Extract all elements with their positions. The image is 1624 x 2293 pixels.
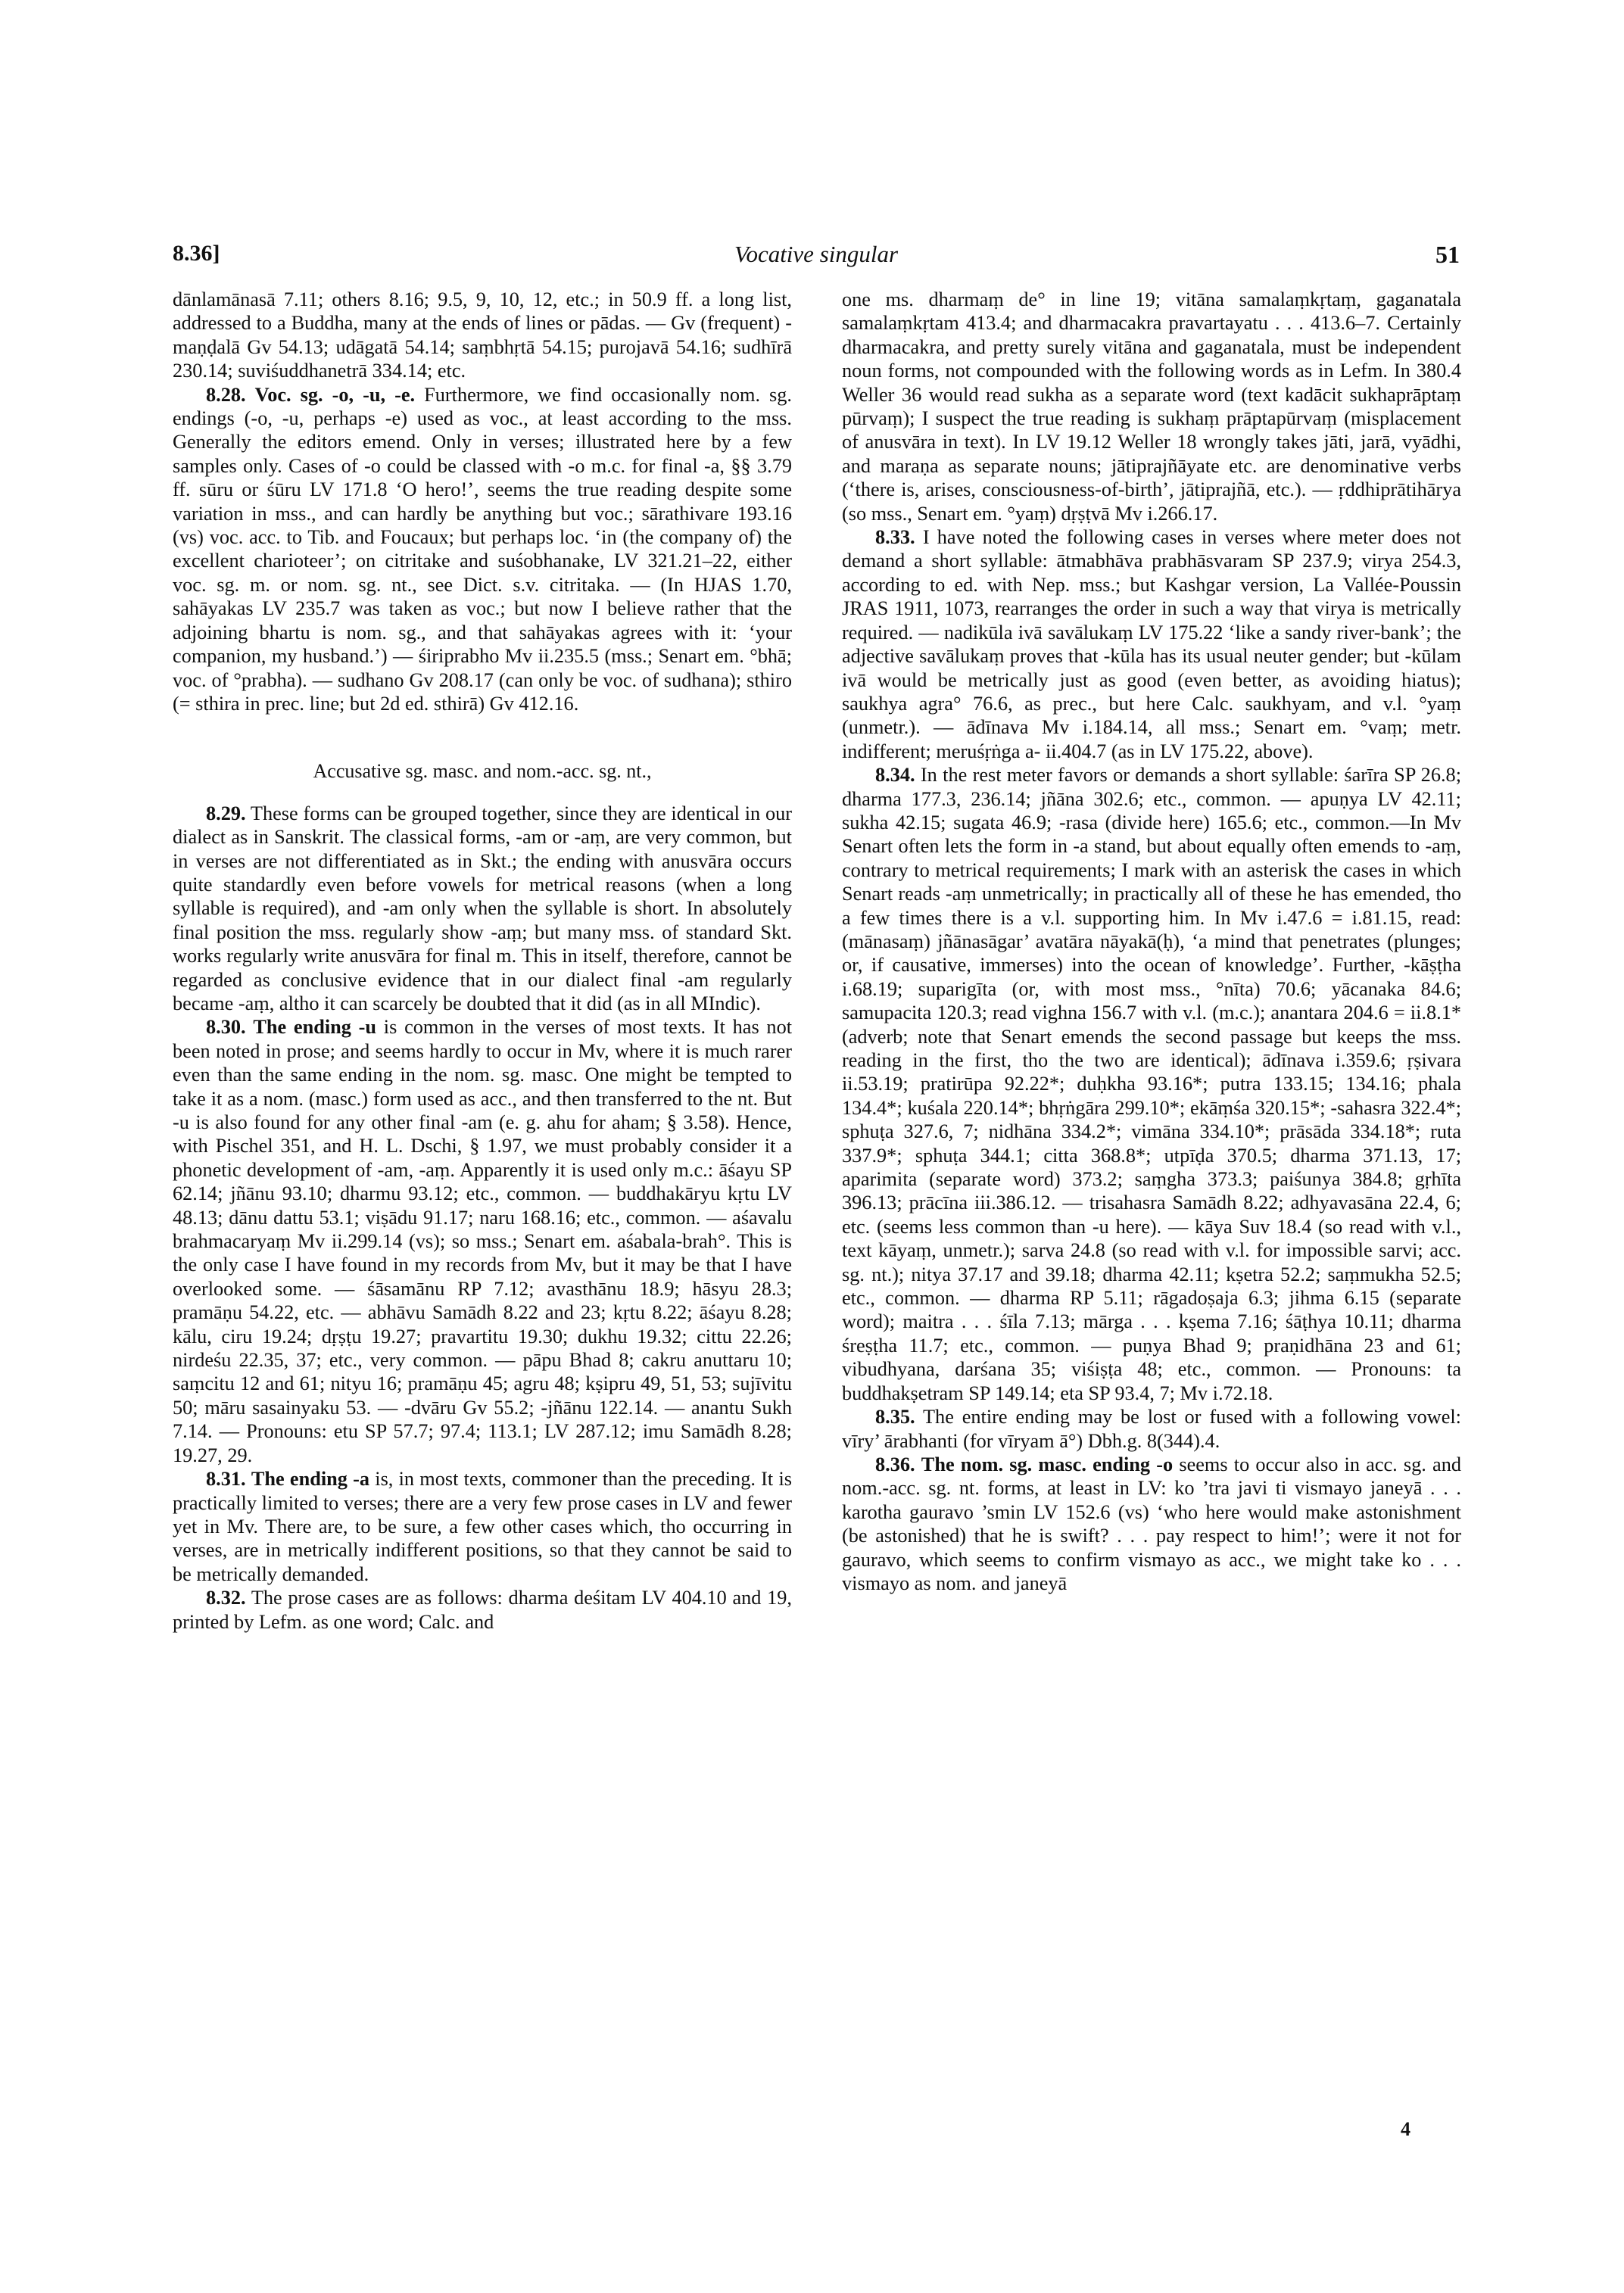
section-text: Furthermore, we find occasionally nom. sg. endings (-o, -u, perhaps -e) used as voc., at least according to the mss. Generally the editors emend. Only in verses; illustrated here by a few samples only. Cases of -o could be classed with -o m.c. for final -a, §§ 3.79 ff. sūru or śūru LV 171.8 ‘O hero!’, seems the true reading despite some variation in mss., and can hardly be anything but voc.; sārathivare 193.16 (vs) voc. acc. to Tib. and Foucaux; but perhaps loc. ‘in (the company of) the excellent charioteer’; on citritake and suśobhanake, LV 321.21–22, either voc. sg. m. or nom. sg. nt., see Dict. s.v. citritaka. — (In HJAS 1.70, sahāyakas LV 235.7 was taken as voc.; but now I believe rather that the adjoining bhartu is nom. sg., and that sahāyakas agrees with it: ‘your companion, my husband.’) — śiriprabho Mv ii.235.5 (mss.; Senart em. °bhā; voc. of °prabha). — sudhano Gv 208.17 (can only be voc. of sudhana); sthiro (= sthira in prec. line; but 2d ed. sthirā) Gv 412.16. [173,383,792,715]
section-title: Voc. sg. -o, -u, -e. [254,383,416,406]
signature-mark: 4 [1401,2118,1410,2140]
section-number: 8.29. [206,802,246,824]
section-number: 8.34. [875,764,915,787]
section-number: 8.28. [206,383,246,406]
section-text: The entire ending may be lost or fused with a following vowel: vīry’ ārabhanti (for vīryam ā°) Dbh.g. 8(344).4. [842,1406,1461,1452]
section-text: I have noted the following cases in verses where meter does not demand a short syllable: ātmabhāva prabhāsvaram SP 237.9; virya 254.3, according to ed. with Nep. mss.; but Kashgar version, La Vallée-Poussin JRAS 1911, 1073, rearranges the order in such a way that virya is metrically required. — nadikūla ivā savālukaṃ LV 175.22 ‘like a sandy river-bank’; the adjective savālukaṃ proves that -kūla has its usual neuter gender; but -kūlam ivā would be metrically just as good (even better, as avoiding hiatus); saukhya agra° 76.6, as prec., but here Calc. saukhyam, and v.l. °yaṃ (unmetr.). — ādīnava Mv i.184.14, all mss.; Senart em. °vaṃ; metr. indifferent; meruśṛṅga a- ii.404.7 (as in LV 175.22, above). [842,526,1461,762]
section-text: The prose cases are as follows: dharma deśitam LV 404.10 and 19, printed by Lefm. as one word; Calc. and [173,1587,792,1633]
section-8-35 [842,1405,1461,1453]
section-number: 8.32. [206,1587,246,1609]
section-8-31 [173,1467,792,1586]
section-8-36 [842,1453,1461,1595]
paragraph-continued: dānlamānasā 7.11; others 8.16; 9.5, 9, 10, 12, etc.; in 50.9 ff. a long list, addressed to a Buddha, many at the ends of lines or pādas. — Gv (frequent) -maṇḍalā Gv 54.13; udāgatā 54.14; saṃbhṛtā 54.15; purojavā 54.16; sudhīrā 230.14; suviśuddhanetrā 334.14; etc. [173,288,792,382]
section-text: In the rest meter favors or demands a short syllable: śarīra SP 26.8; dharma 177.3, 236.14; jñāna 302.6; etc., common. — apuṇya LV 42.11; sukha 42.15; sugata 46.9; -rasa (divide here) 165.6; etc., common.—In Mv Senart often lets the form in -a stand, but about equally often emends to -aṃ, contrary to metrical requirements; I mark with an asterisk the cases in which Senart reads -aṃ unmetrically; in practically all of these he has emended, tho a few times there is a v.l. supporting him. In Mv i.47.6 = i.81.15, read: (mānasaṃ) jñānasāgar’ avatāra nāyakā(ḥ), ‘a mind that penetrates (plunges; or, if causative, immerses) into the ocean of knowledge’. Further, -kāṣṭha i.68.19; suparigīta (or, with most mss., °nīta) 70.6; yācanaka 84.6; samupacita 120.3; read vighna 156.7 with v.l. (m.c.); anantara 204.6 = ii.8.1* (adverb; note that Senart emends the second passage but keeps the mss. reading in the first, tho the two are identical); ādīnava i.359.6; ṛṣivara ii.53.19; pratirūpa 92.22*; duḥkha 93.16*; putra 133.15; 134.16; phala 134.4*; kuśala 220.14*; bhṛṅgāra 299.10*; ekāṃśa 320.15*; -sahasra 322.4*; sphuṭa 327.6, 7; nidhāna 334.2*; vimāna 334.10*; prāsāda 334.18*; ruta 337.9*; sphuṭa 344.1; citta 368.8*; utpīḍa 370.5; dharma 371.13, 17; aparimita (separate word) 373.2; saṃgha 373.3; paiśunya 384.8; gṛhīta 396.13; prācīna iii.386.12. — trisahasra Samādh 8.22; adhyavasāna 22.4, 6; etc. (seems less common than -u here). — kāya Suv 18.4 (so read with v.l., text kāyaṃ, unmetr.); sarva 24.8 (so read with v.l. for impossible sarvi; acc. sg. nt.); nitya 37.17 and 39.18; dharma 42.11; kṣetra 52.2; saṃmukha 52.5; etc., common. — dharma RP 5.11; rāgadoṣaja 6.3; jihma 6.15 (separate word); maitra . . . śīla 7.13; mārga . . . kṣema 7.16; śāṭhya 10.11; dharma śreṣṭha 11.7; etc., common. — puṇya Bhad 9; praṇidhāna 23 and 61; vibudhyana, darśana 35; viśiṣṭa 48; etc., common. — Pronouns: ta buddhakṣetram SP 149.14; eta SP 93.4, 7; Mv i.72.18. [842,764,1462,1404]
section-number: 8.35. [875,1406,915,1428]
section-title: The ending -u [253,1016,377,1039]
section-text: seems to occur also in acc. sg. and nom.-acc. sg. nt. forms, at least in LV: ko ’tra javi ti vismayo janeyā . . . karotha gauravo ’smin LV 152.6 (vs) ‘who here would make astonishment (be astonished) that he is swift? . . . pay respect to him!’; were it not for gauravo, which seems to confirm vismayo as acc., we might take ko . . . vismayo as nom. and janeyā [842,1453,1462,1594]
right-column [842,288,1461,1595]
running-title: Vocative singular [734,241,899,267]
section-number: 8.33. [875,526,915,549]
section-8-30 [173,1015,792,1467]
paragraph-continued: one ms. dharmaṃ de° in line 19; vitāna samalaṃkṛtaṃ, gaganatala samalaṃkṛtam 413.4; and dharmacakra pravartayatu . . . 413.6–7. Certainly dharmacakra, and pretty surely vitāna and gaganatala, must be independent noun forms, not compounded with the following words as in Lefm. In 380.4 Weller 36 would read sukha as a separate word (text kadācit sukhaprāptaṃ pūrvaṃ); I suspect the true reading is sukhaṃ prāptapūrvaṃ (misplacement of anusvāra in text). In LV 19.12 Weller 18 wrongly takes jāti, jarā, vyādhi, and maraṇa as separate nouns; jātiprajñāyate etc. are denominative verbs (‘there is, arises, consciousness-of-birth’, jātiprajñā, etc.). — ṛddhiprātihārya (so mss., Senart em. °yaṃ) dṛṣṭvā Mv i.266.17. [842,288,1461,525]
section-8-29 [173,802,792,1016]
section-8-28 [173,383,792,716]
section-title: The nom. sg. masc. ending -o [921,1453,1174,1475]
section-number: 8.31. [206,1468,246,1491]
section-title: The ending -a [251,1468,370,1491]
section-8-34 [842,763,1461,1405]
subsection-heading: Accusative sg. masc. and nom.-acc. sg. nt., [313,760,652,783]
section-8-32 [173,1586,792,1634]
section-text: is common in the verses of most texts. It has not been noted in prose; and seems hardly to occur in Mv, where it is much rarer even than the same ending in the nom. sg. masc. One might be tempted to take it as a nom. (masc.) form used as acc., and then transferred to the nt. But -u is also found for any other final -am (e. g. ahu for aham; § 3.58). Hence, with Pischel 351, and H. L. Dschi, § 1.97, we must probably consider it a phonetic development of -am, -aṃ. Apparently it is used only m.c.: āśayu SP 62.14; jñānu 93.10; dharmu 93.12; etc., common. — buddhakāryu kṛtu LV 48.13; dānu dattu 53.1; viṣādu 91.17; naru 168.16; etc., common. — aśavalu brahmacaryaṃ Mv ii.299.14 (vs); so mss.; Senart em. aśabala-brah°. This is the only case I have found in my records from Mv, but it may be that I have overlooked some. — śāsamānu RP 7.12; avasthānu 18.9; hāsyu 28.3; pramāṇu 54.22, etc. — abhāvu Samādh 8.22 and 23; kṛtu 8.22; āśayu 8.28; kālu, ciru 19.24; dṛṣṭu 19.27; pravartitu 19.30; dukhu 19.32; cittu 22.26; nirdeśu 22.35, 37; etc., very common. — pāpu Bhad 8; cakru anuttaru 10; saṃcitu 12 and 61; nityu 16; pramāṇu 45; agru 48; kṣipru 49, 51, 53; sujīvitu 50; māru sasainyaku 53. — -dvāru Gv 55.2; -jñānu 122.14. — anantu Sukh 7.14. — Pronouns: etu SP 57.7; 97.4; 113.1; LV 287.12; imu Samādh 8.28; 19.27, 29. [173,1016,793,1466]
page-number: 51 [1435,241,1460,268]
section-number: 8.36. [875,1453,915,1475]
running-header [173,241,1460,279]
section-text: is, in most texts, commoner than the preceding. It is practically limited to verses; there are a very few prose cases in LV and fewer yet in Mv. There are, to be sure, a few other cases which, tho occurring in verses, are in metrically indifferent positions, so that they cannot be said to be metrically demanded. [173,1468,792,1585]
left-column [173,288,792,1634]
section-number: 8.36] [173,241,220,266]
section-number: 8.30. [206,1016,246,1039]
section-8-33 [842,525,1461,763]
section-text: These forms can be grouped together, since they are identical in our dialect as in Sanskrit. The classical forms, -am or -aṃ, are very common, but in verses are not differentiated as in Skt.; the ending with anusvāra occurs quite standardly even before vowels for metrical reasons (when a long syllable is required), and -am only when the syllable is short. In absolutely final position the mss. regularly show -aṃ; but many mss. of standard Skt. works regularly write anusvāra for final m. This in itself, therefore, cannot be regarded as conclusive evidence that in our dialect final -am regularly became -aṃ, altho it can scarcely be doubted that it did (as in all MIndic). [173,802,792,1014]
